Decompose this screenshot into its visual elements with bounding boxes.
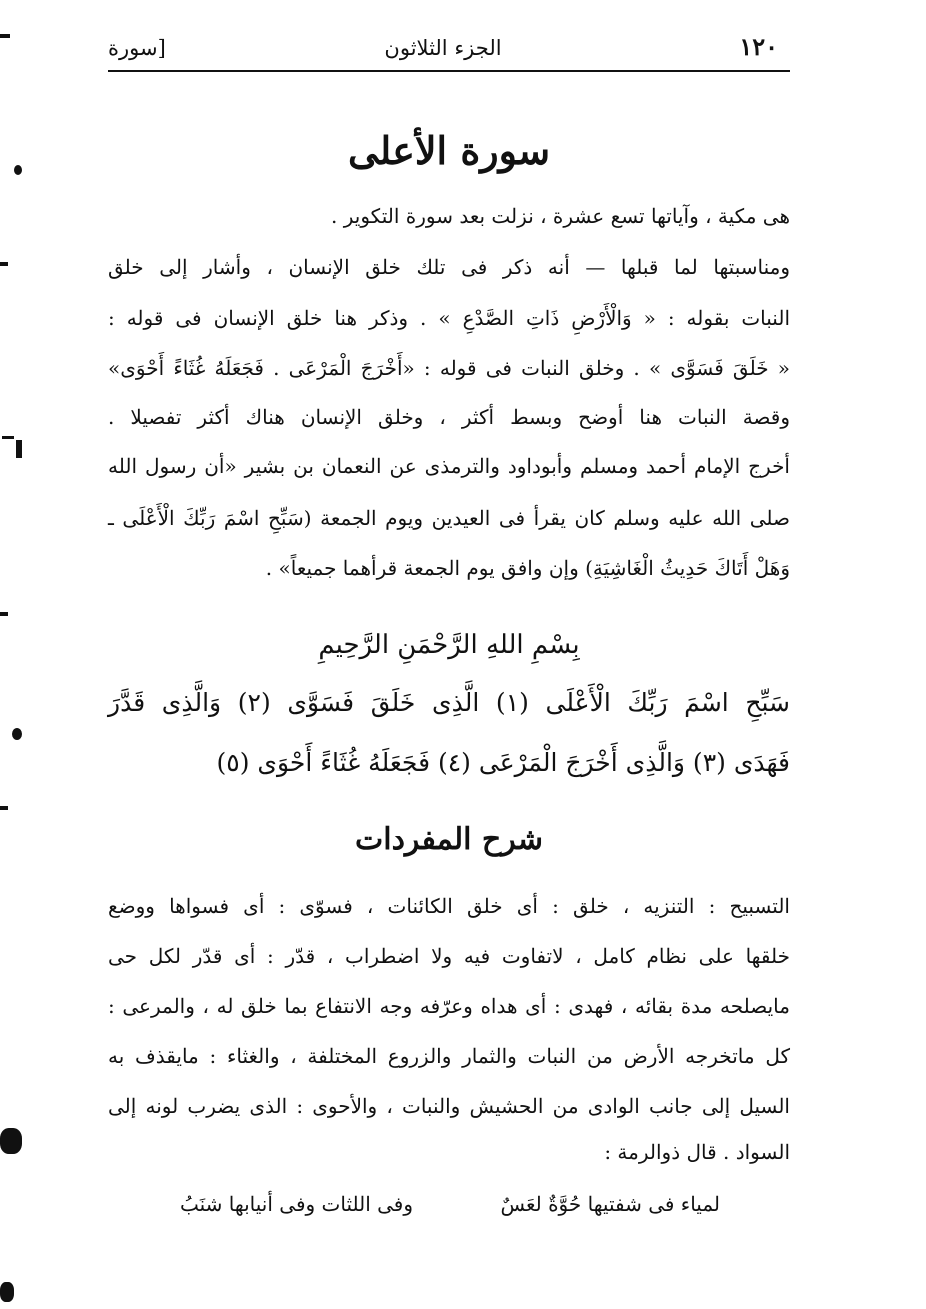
intro-line: وقصة النبات هنا أوضح وبسط أكثر ، وخلق الإنسان هناك أكثر تفصيلا . [108,405,790,429]
vocab-line: التسبيح : التنزيه ، خلق : أى خلق الكائنات ، فسوّى : أى فسواها ووضع [108,894,790,918]
intro-line: صلى الله عليه وسلم كان يقرأ فى العيدين ويوم الجمعة (سَبِّحِ اسْمَ رَبِّكَ الْأَعْلَى ـ [108,506,790,530]
intro-line: ومناسبتها لما قبلها — أنه ذكر فى تلك خلق الإنسان ، وأشار إلى خلق [108,255,790,279]
basmala: بِسْمِ اللهِ الرَّحْمَنِ الرَّحِيمِ [318,630,580,660]
scan-mark [0,612,8,616]
poem-verse [180,1192,720,1216]
intro-line: « خَلَقَ فَسَوَّى » . وخلق النبات فى قوله : «أَخْرَجَ الْمَرْعَى . فَجَعَلَهُ غُثَاءً أَحْوَى» [108,356,790,380]
surah-title: سورة الأعلى [347,128,551,173]
scan-mark [0,806,8,810]
scan-mark [0,34,10,38]
poem-second-hemistich: وفى اللثات وفى أنيابها شنَبُ [180,1192,413,1216]
vocab-line: مايصلحه مدة بقائه ، فهدى : أى هداه وعرّفه وجه الانتفاع بما خلق له ، والمرعى : [108,994,790,1018]
scan-mark [0,262,8,266]
vocab-line: السيل إلى جانب الوادى من الحشيش والنبات ، والأحوى : الذى يضرب لونه إلى [108,1094,790,1118]
intro-line: وَهَلْ أَتَاكَ حَدِيثُ الْغَاشِيَةِ) وإن وافق يوم الجمعة قرأهما جميعاً» . [265,556,790,580]
ayah-line: فَهَدَى (٣) وَالَّذِى أَخْرَجَ الْمَرْعَى (٤) فَجَعَلَهُ غُثَاءً أَحْوَى (٥) [216,748,790,777]
juz-title: الجزء الثلاثون [384,36,502,60]
page-header [108,30,778,70]
running-title: [سورة [108,36,166,60]
vocab-line: السواد . قال ذوالرمة : [604,1140,790,1164]
intro-line: أخرج الإمام أحمد ومسلم وأبوداود والترمذى عن النعمان بن بشير «أن رسول الله [108,454,790,478]
page-number: ١٢٠ [739,32,778,61]
scan-mark [0,1282,14,1302]
scan-mark [12,728,22,740]
header-rule [108,70,790,72]
vocab-line: كل ماتخرجه الأرض من النبات والثمار والزروع المختلفة ، والغثاء : مايقذف به [108,1044,790,1068]
intro-line: هى مكية ، وآياتها تسع عشرة ، نزلت بعد سورة التكوير . [331,204,790,228]
scan-mark [0,1128,22,1154]
ayah-line: سَبِّحِ اسْمَ رَبِّكَ الْأَعْلَى (١) الَّذِى خَلَقَ فَسَوَّى (٢) وَالَّذِى قَدَّرَ [108,688,790,717]
intro-line: النبات بقوله : « وَالْأَرْضِ ذَاتِ الصَّدْعِ » . وذكر هنا خلق الإنسان فى قوله : [108,306,790,330]
poem-first-hemistich: لمياء فى شفتيها حُوَّةٌ لعَسٌ [500,1192,720,1216]
vocab-line: خلقها على نظام كامل ، لاتفاوت فيه ولا اضطراب ، قدّر : أى قدّر لكل حى [108,944,790,968]
vocabulary-title: شرح المفردات [355,822,543,857]
scan-mark [14,165,22,175]
scan-mark [16,440,22,458]
scan-mark [2,436,14,439]
